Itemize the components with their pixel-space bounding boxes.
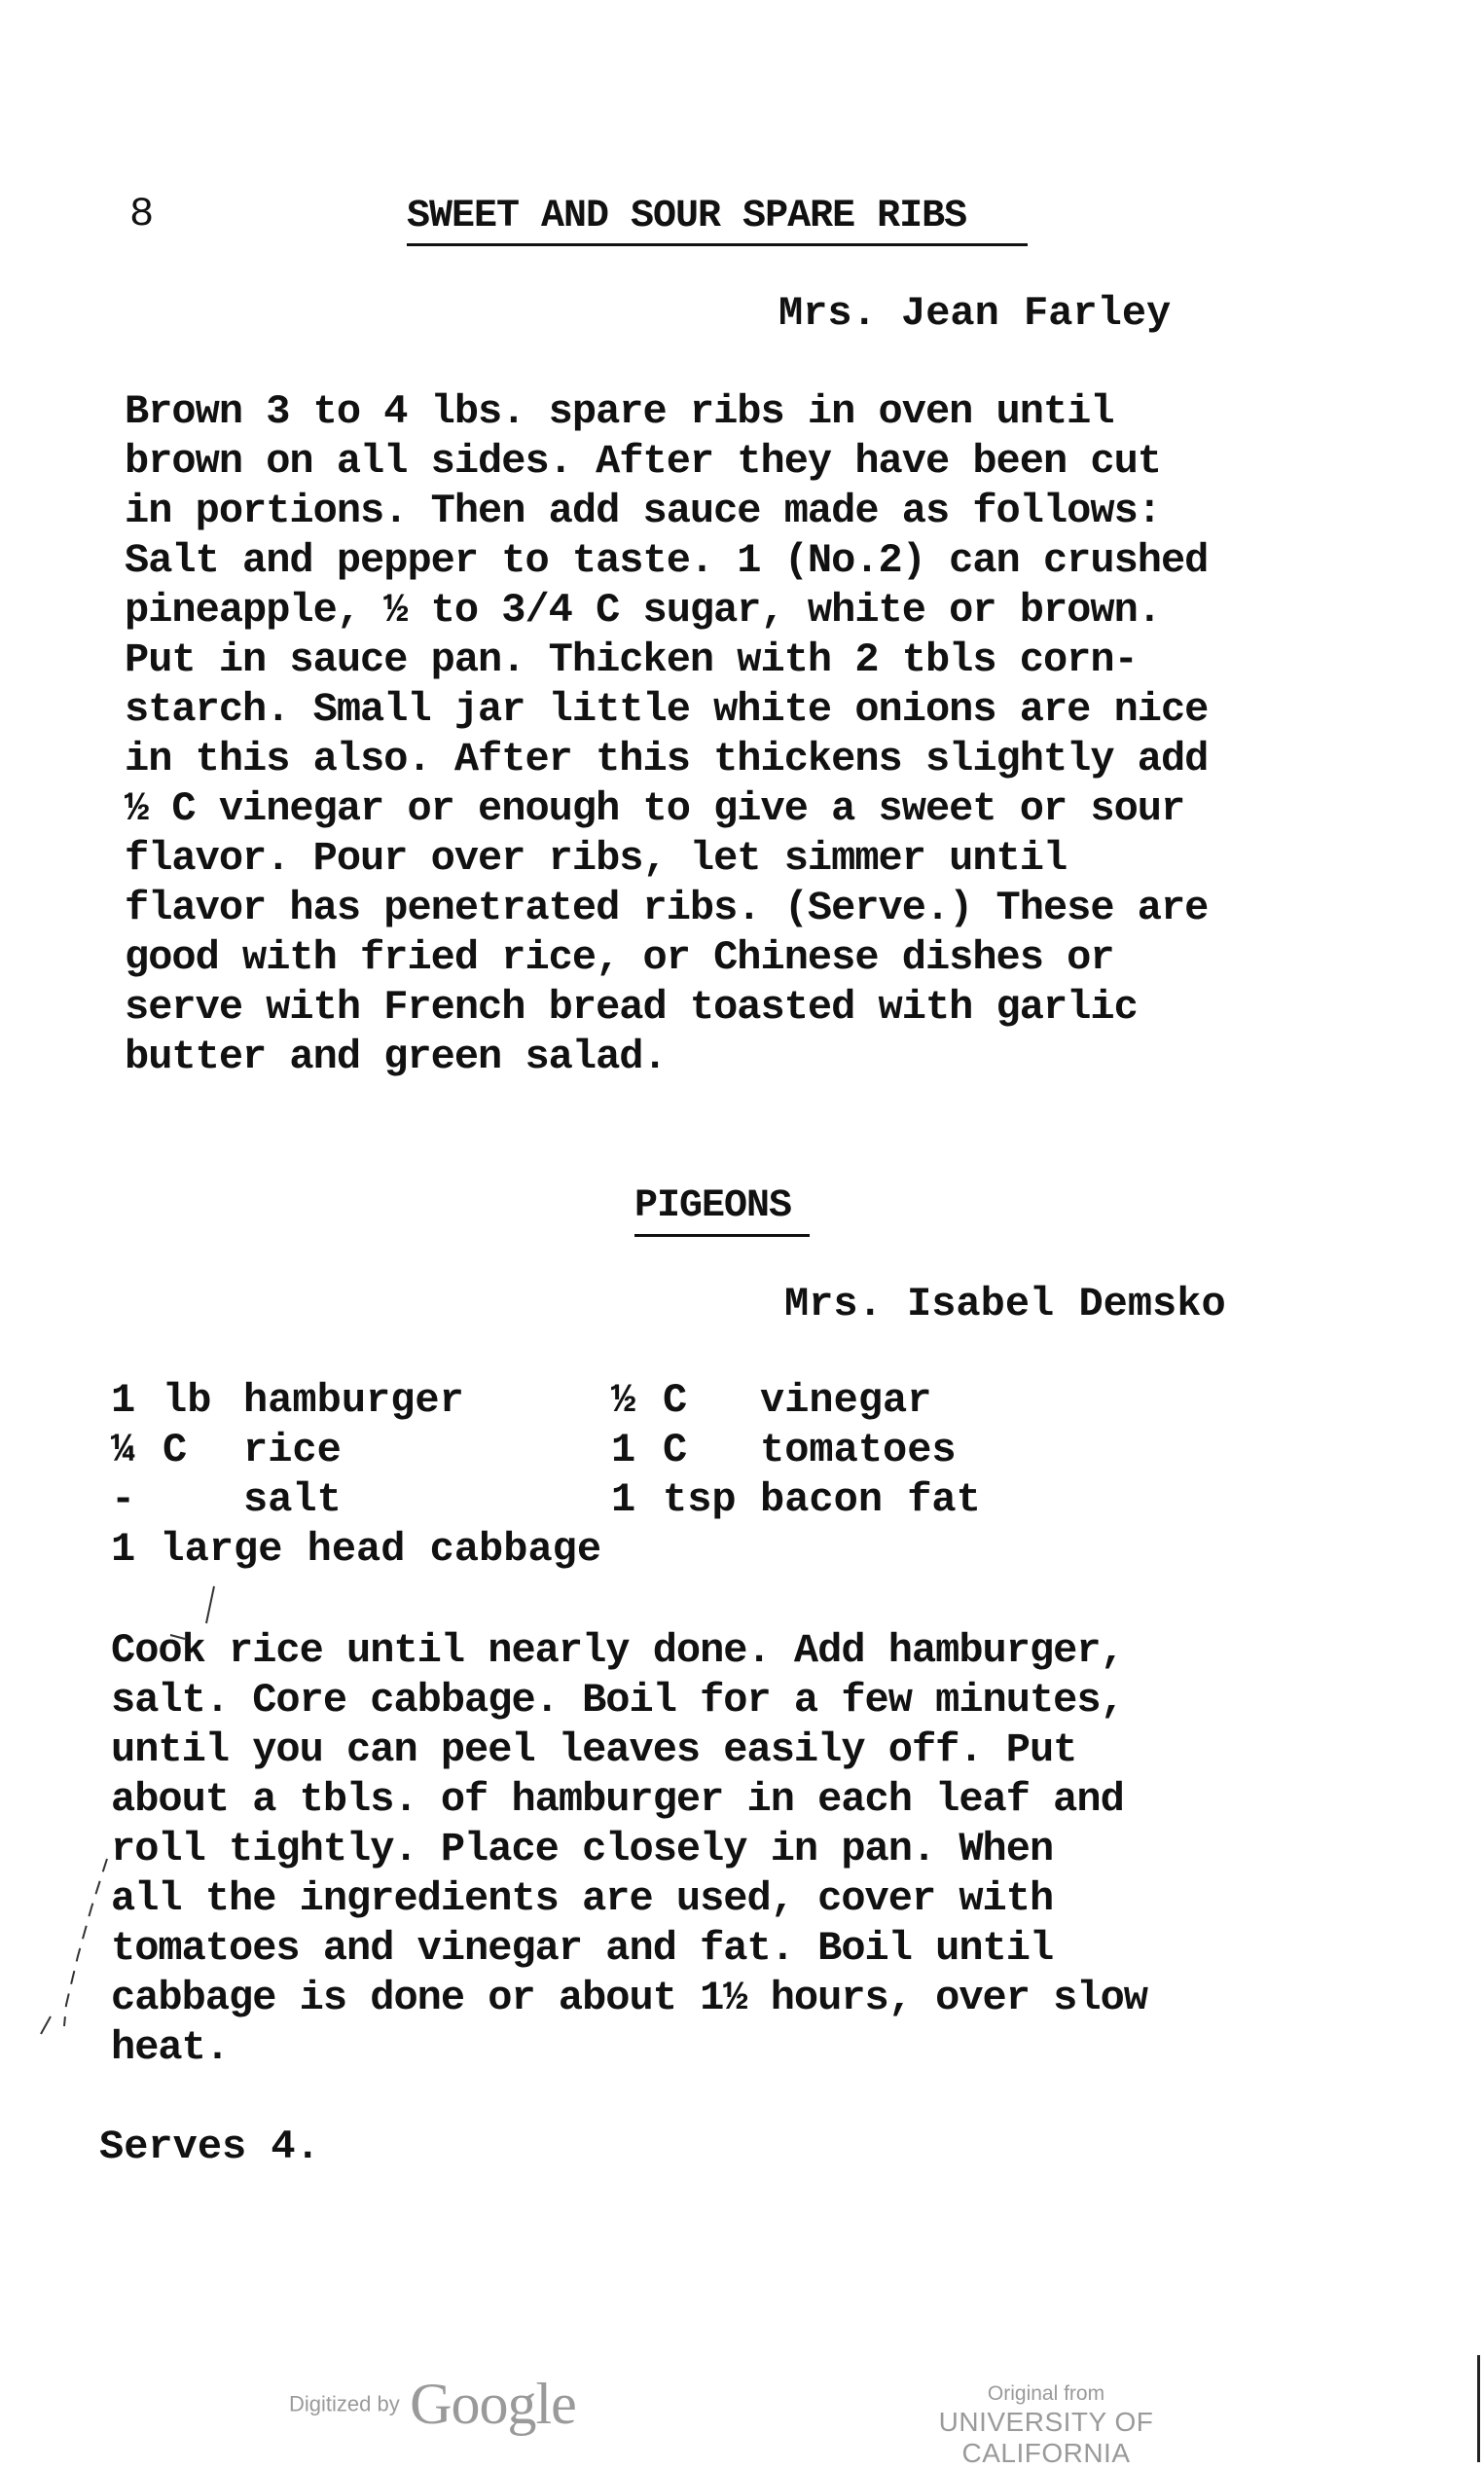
institution-label: UNIVERSITY OF CALIFORNIA [938, 2407, 1154, 2468]
ingredient-item: bacon fat [760, 1476, 981, 1523]
ingredient-item: vinegar [760, 1377, 932, 1424]
ingredient-qty: 1 [611, 1427, 636, 1473]
ingredient-qty: 1 [611, 1476, 636, 1523]
original-from-label: Original from [987, 2382, 1105, 2405]
ingredient-row [111, 1376, 1065, 1426]
digitized-by-label: Digitized by [289, 2391, 400, 2416]
ingredient-qty: - [111, 1476, 136, 1523]
ingredient-list [111, 1376, 1065, 1575]
ingredient-unit: tsp [663, 1476, 737, 1523]
recipe-title-spare-ribs: SWEET AND SOUR SPARE RIBS [407, 195, 967, 238]
ingredient-unit: lb [163, 1377, 212, 1424]
ingredient-item: salt [243, 1476, 342, 1523]
page-edge [1477, 2355, 1480, 2462]
ingredient-unit: C [163, 1427, 188, 1473]
ingredient-qty: 1 [111, 1377, 136, 1424]
recipe-instructions: Brown 3 to 4 lbs. spare ribs in oven until brown on all sides. After they have been cut in portions. Then add sauce made as follows: Salt and pepper to taste. 1 (No.2) can crushed pineapple, ½ to 3/4 C sugar, white or brown. Put in sauce pan. Thicken with 2 tbls corn- starch. Small jar little white onions are nice in this also. After this thickens slightly add ½ C vinegar or enough to give a sweet or sour flavor. Pour over ribs, let simmer until flavor has penetrated ribs. (Serve.) These are good with fried rice, or Chinese dishes or serve with French bread toasted with garlic butter and green salad. [125, 388, 1209, 1080]
source-footer [871, 2381, 1221, 2469]
ingredient-item: tomatoes [760, 1427, 957, 1473]
ingredient-qty: ¼ [111, 1427, 136, 1473]
ingredient-unit: C [663, 1427, 688, 1473]
serves-note: Serves 4. [99, 2124, 320, 2170]
ingredient-unit: C [663, 1377, 688, 1424]
google-logo: Google [410, 2372, 576, 2436]
recipe-instructions: Cook rice until nearly done. Add hamburger, salt. Core cabbage. Boil for a few minutes, until you can peel leaves easily off. Put about a tbls. of hamburger in each leaf and roll tightly. Place closely in pan. When all the ingredients are used, cover with tomatoes and vinegar and fat. Boil until cabbage is done or about 1½ hours, over slow heat. [111, 1627, 1147, 2071]
recipe-author: Mrs. Jean Farley [778, 290, 1172, 337]
title-underline [407, 243, 1028, 246]
digitized-by-footer [289, 2371, 576, 2438]
ingredient-qty: ½ [611, 1377, 636, 1424]
page-number: 8 [129, 191, 155, 237]
ingredient-row [111, 1426, 1065, 1475]
recipe-author: Mrs. Isabel Demsko [784, 1281, 1226, 1327]
ingredient-row [111, 1525, 1065, 1575]
ingredient-row [111, 1475, 1065, 1525]
ingredient-item: 1 large head cabbage [111, 1526, 602, 1573]
ingredient-item: hamburger [243, 1377, 464, 1424]
title-underline [634, 1234, 810, 1237]
ingredient-item: rice [243, 1427, 342, 1473]
recipe-title-pigeons: PIGEONS [634, 1184, 792, 1228]
